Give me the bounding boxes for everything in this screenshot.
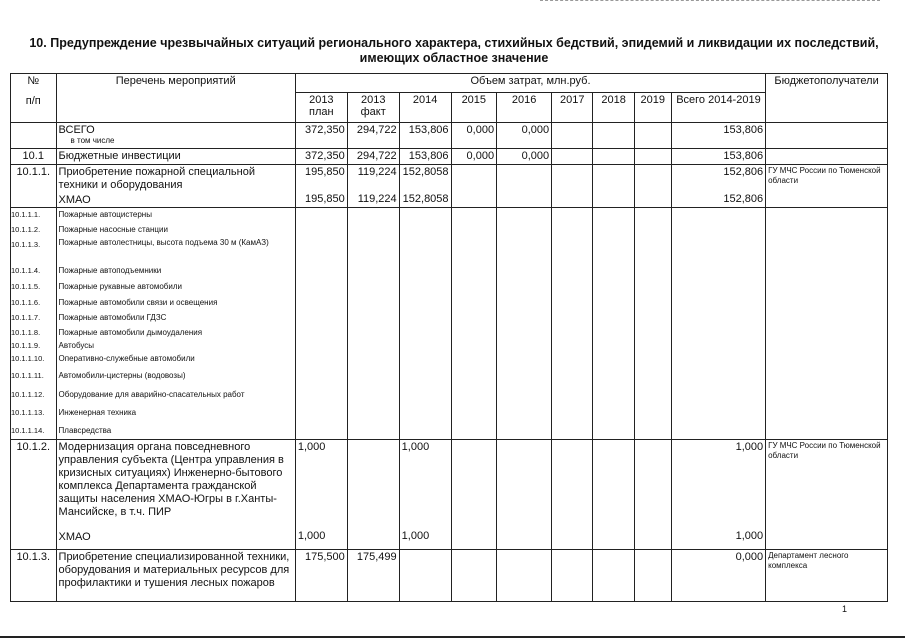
cell-2018	[593, 165, 634, 208]
document-title	[14, 36, 894, 66]
header-number	[11, 74, 57, 123]
sub-item-name: Пожарные автомобили дымоудаления	[58, 328, 203, 337]
header-2014: 2014	[399, 93, 451, 123]
cell-plan	[295, 440, 347, 550]
cell-2019	[634, 165, 671, 208]
cell-2014	[399, 550, 451, 602]
sub-item-code: 10.1.1.12.	[11, 390, 45, 399]
row-10-1-1-name: Приобретение пожарной специальной техники и оборудования	[58, 166, 255, 191]
cell-2017	[552, 165, 593, 208]
cell-plan: 372,350	[295, 149, 347, 165]
row-10-1-1-hmao-name: ХМАО	[58, 194, 91, 206]
cell-sub-codes	[11, 208, 57, 440]
page-number: 1	[842, 604, 848, 614]
table-row-10-1-2	[11, 440, 888, 550]
cell-plan: 175,500	[295, 550, 347, 602]
table-row-sub-block	[11, 208, 888, 440]
cell-total	[671, 440, 765, 550]
header-costs: Объем затрат, млн.руб.	[295, 74, 765, 93]
cell-recipient	[766, 149, 888, 165]
sub-item-name: Пожарные насосные станции	[58, 225, 168, 234]
header-activities: Перечень мероприятий	[56, 74, 295, 123]
cell-name	[56, 123, 295, 149]
scan-artifact-top	[540, 0, 880, 4]
row-10-1-2-hmao-plan: 1,000	[297, 530, 326, 542]
cell-total	[671, 165, 765, 208]
row-total-note: в том числе	[70, 136, 115, 145]
cell-plan	[295, 165, 347, 208]
sub-item-name: Инженерная техника	[58, 408, 137, 417]
sub-item-name: Пожарные автоподъемники	[58, 266, 162, 275]
title-line-2: имеющих областное значение	[359, 51, 549, 65]
sub-item-name: Оперативно-служебные автомобили	[58, 354, 195, 363]
sub-item-name: Пожарные автомобили связи и освещения	[58, 298, 218, 307]
cell-2015	[451, 550, 497, 602]
cell-name: Бюджетные инвестиции	[56, 149, 295, 165]
cell-2018	[593, 550, 634, 602]
header-2017: 2017	[552, 93, 593, 123]
row-10-1-2-hmao-name: ХМАО	[58, 531, 91, 543]
sub-item-code: 10.1.1.10.	[11, 354, 45, 363]
cell-fact	[347, 440, 399, 550]
row-10-1-1-hmao-plan: 195,850	[305, 193, 345, 205]
cell-recipient	[766, 208, 888, 440]
cell-plan	[295, 208, 347, 440]
cell-2014	[399, 440, 451, 550]
cell-code	[11, 123, 57, 149]
row-10-1-2-total: 1,000	[735, 441, 764, 453]
sub-item-code: 10.1.1.6.	[11, 298, 41, 307]
sub-item-name: Пожарные автомобили ГДЗС	[58, 313, 167, 322]
cell-2018	[593, 440, 634, 550]
cell-2018	[593, 208, 634, 440]
cell-recipient: Департамент лесного комплекса	[766, 550, 888, 602]
row-10-1-1-total: 152,806	[723, 166, 764, 178]
sub-item-name: Плавсредства	[58, 426, 112, 435]
cell-2016	[497, 550, 552, 602]
cell-2015: 0,000	[451, 149, 497, 165]
cell-2019	[634, 149, 671, 165]
header-2019: 2019	[634, 93, 671, 123]
cell-fact: 175,499	[347, 550, 399, 602]
scan-artifact-bottom	[0, 634, 905, 638]
cell-total: 153,806	[671, 149, 765, 165]
cell-2015	[451, 440, 497, 550]
sub-item-code: 10.1.1.9.	[11, 341, 41, 350]
sub-item-code: 10.1.1.13.	[11, 408, 45, 417]
header-2013-plan: 2013 план	[295, 93, 347, 123]
cell-2016: 0,000	[497, 123, 552, 149]
sub-item-name: Пожарные рукавные автомобили	[58, 282, 182, 291]
cell-fact	[347, 165, 399, 208]
sub-item-code: 10.1.1.8.	[11, 328, 41, 337]
row-10-1-2-hmao-total: 1,000	[735, 530, 764, 542]
cell-2019	[634, 208, 671, 440]
cell-2019	[634, 123, 671, 149]
cell-2017	[552, 149, 593, 165]
row-10-1-1-plan: 195,850	[305, 166, 345, 178]
row-10-1-1-hmao-total: 152,806	[723, 193, 764, 205]
cell-recipient: ГУ МЧС России по Тюменской области	[766, 440, 888, 550]
cell-2017	[552, 440, 593, 550]
table-row-total	[11, 123, 888, 149]
sub-item-code: 10.1.1.5.	[11, 282, 41, 291]
cell-2016	[497, 165, 552, 208]
table-row-10-1-3	[11, 550, 888, 602]
table-row-10-1	[11, 149, 888, 165]
header-2018: 2018	[593, 93, 634, 123]
sub-item-code: 10.1.1.7.	[11, 313, 41, 322]
cell-2017	[552, 550, 593, 602]
sub-item-code: 10.1.1.14.	[11, 426, 45, 435]
sub-item-name: Пожарные автоцистерны	[58, 210, 152, 219]
sub-item-code: 10.1.1.11.	[11, 371, 44, 380]
row-10-1-2-2014: 1,000	[401, 441, 430, 453]
row-10-1-1-hmao-2014: 152,8058	[402, 193, 449, 205]
row-10-1-2-plan: 1,000	[297, 441, 326, 453]
cell-code: 10.1.3.	[11, 550, 57, 602]
row-10-1-2-name: Модернизация органа повседневного управления субъекта (Центра управления в кризисных ситуациях) Инженерно-бытового комплекса Департамента гражданской защиты населения ХМАО-Югры в г.Ханты-Мансийске, в т.ч. ПИР	[58, 441, 284, 518]
row-total-name: ВСЕГО	[58, 124, 95, 136]
cell-code: 10.1.1.	[11, 165, 57, 208]
sub-code-list	[11, 208, 56, 439]
sub-item-code: 10.1.1.3.	[11, 240, 41, 249]
row-10-1-1-2014: 152,8058	[402, 166, 449, 178]
cell-2015	[451, 208, 497, 440]
cell-code: 10.1.2.	[11, 440, 57, 550]
cell-name	[56, 440, 295, 550]
header-2016: 2016	[497, 93, 552, 123]
title-line-1: 10. Предупреждение чрезвычайных ситуаций регионального характера, стихийных бедствий, эпидемий и ликвидации их последствий,	[29, 36, 879, 50]
cell-2014	[399, 208, 451, 440]
header-2015: 2015	[451, 93, 497, 123]
table-row-10-1-1	[11, 165, 888, 208]
cell-total: 153,806	[671, 123, 765, 149]
budget-table	[10, 73, 888, 602]
cell-code: 10.1	[11, 149, 57, 165]
cell-2016: 0,000	[497, 149, 552, 165]
cell-name	[56, 165, 295, 208]
sub-name-list	[59, 208, 293, 439]
cell-fact: 294,722	[347, 149, 399, 165]
header-2013-fact: 2013 факт	[347, 93, 399, 123]
cell-recipient: ГУ МЧС России по Тюменской области	[766, 165, 888, 208]
row-10-1-2-hmao-2014: 1,000	[401, 530, 430, 542]
cell-2018	[593, 123, 634, 149]
header-number-bottom: п/п	[25, 95, 41, 107]
sub-item-code: 10.1.1.2.	[11, 225, 41, 234]
row-10-1-1-fact: 119,224	[357, 166, 397, 178]
cell-2015: 0,000	[451, 123, 497, 149]
cell-total: 0,000	[671, 550, 765, 602]
header-total: Всего 2014-2019	[671, 93, 765, 123]
cell-recipient	[766, 123, 888, 149]
cell-name: Приобретение специализированной техники, оборудования и материальных ресурсов для профилактики и тушения лесных пожаров	[56, 550, 295, 602]
cell-2014	[399, 165, 451, 208]
cell-2015	[451, 165, 497, 208]
cell-total	[671, 208, 765, 440]
header-row-1	[11, 74, 888, 93]
cell-fact	[347, 208, 399, 440]
cell-2017	[552, 208, 593, 440]
cell-plan: 372,350	[295, 123, 347, 149]
sub-item-name: Пожарные автолестницы, высота подъема 30 м (КамАЗ)	[58, 238, 269, 247]
sub-item-code: 10.1.1.1.	[11, 210, 41, 219]
cell-2019	[634, 550, 671, 602]
cell-2016	[497, 208, 552, 440]
cell-2018	[593, 149, 634, 165]
header-recipients: Бюджетополучатели	[766, 74, 888, 123]
sub-item-name: Оборудование для аварийно-спасательных работ	[58, 390, 245, 399]
cell-2017	[552, 123, 593, 149]
cell-2016	[497, 440, 552, 550]
sub-item-name: Автомобили-цистерны (водовозы)	[58, 371, 186, 380]
cell-2014: 153,806	[399, 123, 451, 149]
cell-fact: 294,722	[347, 123, 399, 149]
cell-sub-names	[56, 208, 295, 440]
sub-item-name: Автобусы	[58, 341, 95, 350]
row-10-1-1-hmao-fact: 119,224	[357, 193, 397, 205]
cell-2019	[634, 440, 671, 550]
sub-item-code: 10.1.1.4.	[11, 266, 41, 275]
header-number-top: №	[27, 75, 40, 87]
cell-2014: 153,806	[399, 149, 451, 165]
